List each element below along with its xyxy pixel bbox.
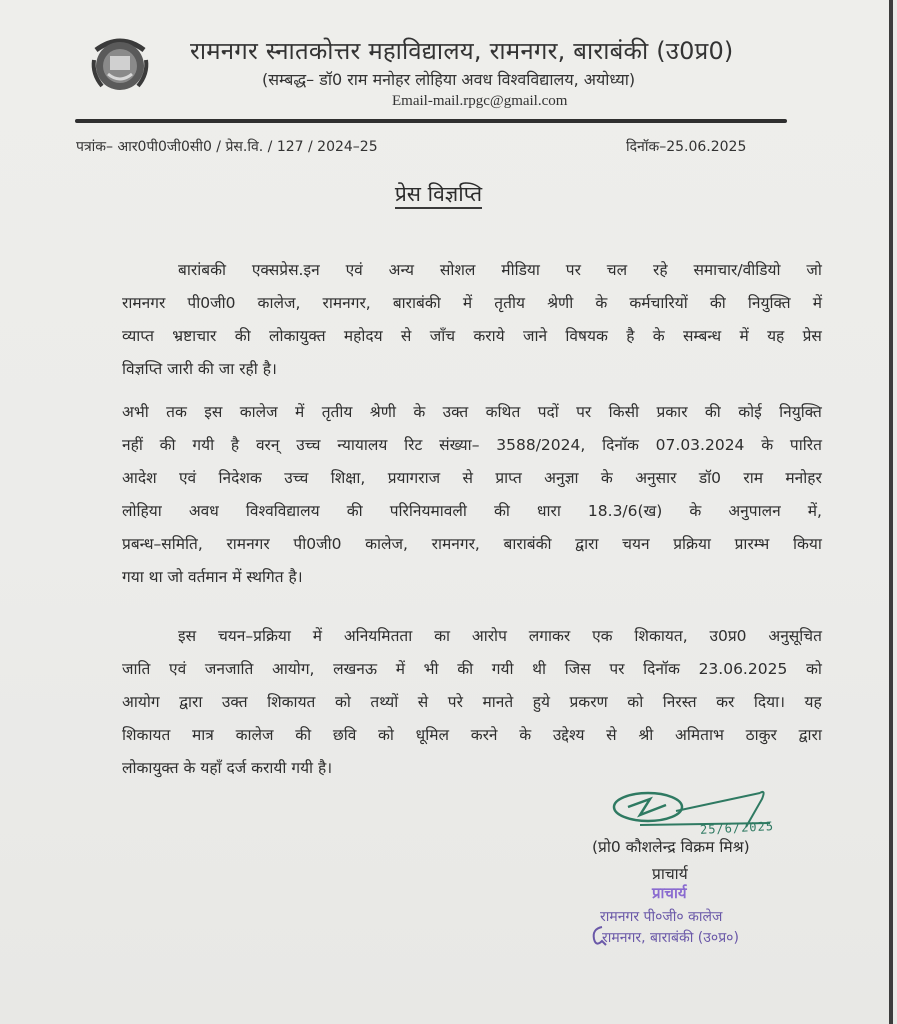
paragraph-line xyxy=(122,353,822,386)
word: यह xyxy=(767,327,785,345)
word: आयोग xyxy=(122,693,160,711)
word: कर्मचारियों xyxy=(629,294,688,312)
word: से xyxy=(606,726,617,744)
word: कालेज, xyxy=(365,535,408,553)
signature-date: 25/6/2025 xyxy=(699,819,775,837)
word: अनुपालन xyxy=(728,502,781,520)
word: लोकायुक्त के यहॉं दर्ज करायी गयी है। xyxy=(122,759,333,777)
word: गयी xyxy=(491,660,514,678)
word: अन्य xyxy=(388,261,415,279)
word: बाराबंकी xyxy=(503,535,552,553)
word: किसी xyxy=(608,403,640,421)
paragraph-line xyxy=(122,254,822,287)
word: जनजाति xyxy=(204,660,254,678)
word: को xyxy=(378,726,394,744)
word: है xyxy=(626,327,635,345)
word: शिकायत xyxy=(267,693,316,711)
word: धारा xyxy=(536,502,561,520)
word: मनोहर xyxy=(785,469,822,487)
word: विश्वविद्यालय xyxy=(245,502,320,520)
word: परे xyxy=(447,693,463,711)
word: के xyxy=(761,436,774,454)
word: रामनगर xyxy=(122,294,166,312)
word: कथित xyxy=(485,403,521,421)
paragraph-line xyxy=(122,528,822,561)
word: शिकायत xyxy=(122,726,171,744)
word: प्राप्त xyxy=(495,469,522,487)
word: प्रेस xyxy=(802,327,822,345)
word: से xyxy=(417,693,429,711)
word: मात्र xyxy=(192,726,214,744)
word: को xyxy=(805,660,822,678)
word: चयन–प्रक्रिया xyxy=(217,627,291,645)
word: न्यायालय xyxy=(337,436,388,454)
word: पर xyxy=(576,403,592,421)
word: की xyxy=(704,403,721,421)
word: तथ्यों xyxy=(370,693,399,711)
word: दिया। xyxy=(753,693,786,711)
word: नियुक्ति xyxy=(747,294,791,312)
paragraph-line xyxy=(122,653,822,686)
word: गयी xyxy=(192,436,215,454)
word: कर xyxy=(716,693,735,711)
word: पदों xyxy=(537,403,559,421)
stamp-line-2: रामनगर, बाराबंकी (उ०प्र०) xyxy=(602,930,739,946)
word: के xyxy=(652,327,665,345)
word: जिस xyxy=(564,660,591,678)
word: राम xyxy=(743,469,763,487)
word: पारित xyxy=(789,436,822,454)
word: एवं xyxy=(178,469,197,487)
word: तृतीय xyxy=(321,403,353,421)
word: शिक्षा, xyxy=(330,469,366,487)
paragraph-line xyxy=(122,620,822,653)
paragraph-line xyxy=(122,287,822,320)
paper-edge xyxy=(889,0,893,1024)
word: हुये xyxy=(532,693,550,711)
paragraph-1 xyxy=(122,254,822,386)
word: प्रयागराज xyxy=(387,469,441,487)
word: द्वारा xyxy=(798,726,822,744)
word: प्रारम्भ xyxy=(734,535,770,553)
word: किया xyxy=(793,535,822,553)
paragraph-2 xyxy=(122,396,822,594)
word: निरस्त xyxy=(662,693,697,711)
word: लोहिया xyxy=(122,502,162,520)
word: गया था जो वर्तमान में स्थगित है। xyxy=(122,568,303,586)
word: निदेशक xyxy=(218,469,262,487)
paragraph-line xyxy=(122,495,822,528)
word: अनुसार xyxy=(635,469,677,487)
word: में xyxy=(295,403,305,421)
word: लगाकर xyxy=(528,627,571,645)
word: सम्बन्ध xyxy=(682,327,722,345)
word: की xyxy=(493,502,510,520)
word: से xyxy=(400,327,412,345)
word: प्रबन्ध–समिति, xyxy=(122,535,203,553)
word: एवं xyxy=(345,261,363,279)
word: कोई xyxy=(738,403,762,421)
word: सोशल xyxy=(439,261,476,279)
word: विषयक xyxy=(565,327,608,345)
word: उक्त xyxy=(221,693,248,711)
signatory-designation: प्राचार्य xyxy=(652,865,688,883)
word: द्वारा xyxy=(179,693,203,711)
letter-date: दिनॉक–25.06.2025 xyxy=(626,139,747,155)
word: रामनगर, xyxy=(431,535,480,553)
word: लोकायुक्त xyxy=(268,327,326,345)
word: डॉ0 xyxy=(698,469,721,487)
word: की xyxy=(709,294,726,312)
word: श्रेणी xyxy=(369,403,396,421)
word: में xyxy=(462,294,473,312)
header-divider xyxy=(75,119,787,123)
word: में xyxy=(812,294,822,312)
word: उक्त xyxy=(442,403,469,421)
word: चल xyxy=(606,261,628,279)
word: धूमिल xyxy=(415,726,449,744)
word: श्रेणी xyxy=(547,294,574,312)
word: बाराबंकी xyxy=(392,294,441,312)
word: 3588/2024, xyxy=(496,436,586,454)
word: बारांबकी xyxy=(178,261,226,279)
word: यह xyxy=(804,693,822,711)
signature-block xyxy=(590,785,820,965)
word: आयोग, xyxy=(271,660,315,678)
word: जो xyxy=(806,261,822,279)
stamp-title: प्राचार्य xyxy=(652,884,687,902)
word: की xyxy=(295,726,312,744)
word: अनुसूचित xyxy=(768,627,822,645)
word: रामनगर, xyxy=(322,294,371,312)
word: मानते xyxy=(482,693,514,711)
word: करने xyxy=(470,726,498,744)
word: पी0जी0 xyxy=(293,535,342,553)
paragraph-line xyxy=(122,752,822,785)
word: दिनॉक xyxy=(643,660,680,678)
word: दिनॉक xyxy=(602,436,639,454)
word: की xyxy=(159,436,176,454)
word: के xyxy=(600,469,613,487)
word: कालेज, xyxy=(257,294,301,312)
word: के xyxy=(413,403,426,421)
word: की xyxy=(457,660,474,678)
word: द्वारा xyxy=(575,535,599,553)
word: अमिताभ xyxy=(675,726,724,744)
word: में, xyxy=(807,502,822,520)
word: 18.3/6(ख) xyxy=(587,502,663,520)
word: का xyxy=(434,627,451,645)
paragraph-line xyxy=(122,561,822,594)
paragraph-line xyxy=(122,719,822,752)
word: वरन् xyxy=(255,436,280,454)
word: शिकायत, xyxy=(634,627,688,645)
paragraph-line xyxy=(122,320,822,353)
word: कराये xyxy=(473,327,505,345)
word: तृतीय xyxy=(494,294,525,312)
word: थी xyxy=(532,660,547,678)
word: नियुक्ति xyxy=(779,403,822,421)
word: अभी xyxy=(122,403,149,421)
word: पी0जी0 xyxy=(187,294,236,312)
word: कालेज xyxy=(239,403,278,421)
word: तक xyxy=(166,403,187,421)
word: व्याप्त xyxy=(122,327,154,345)
reference-number: पत्रांक– आर0पी0जी0सी0 / प्रेस.वि. / 127 / 2024–25 xyxy=(76,139,378,155)
word: परिनियमावली xyxy=(389,502,467,520)
word: चयन xyxy=(622,535,650,553)
word: कालेज xyxy=(235,726,274,744)
word: मीडिया xyxy=(501,261,540,279)
word: में xyxy=(739,327,749,345)
word: उच्च xyxy=(284,469,309,487)
word: आदेश xyxy=(122,469,157,487)
word: उ0प्र0 xyxy=(709,627,747,645)
word: श्री xyxy=(638,726,654,744)
word: प्रकार xyxy=(656,403,688,421)
word: के xyxy=(519,726,532,744)
word: नहीं xyxy=(122,436,143,454)
paragraph-line xyxy=(122,686,822,719)
word: पर xyxy=(609,660,625,678)
word: के xyxy=(689,502,702,520)
word: जॉंच xyxy=(429,327,456,345)
word: उच्च xyxy=(296,436,321,454)
document-title: प्रेस विज्ञप्ति xyxy=(395,182,482,209)
word: भ्रष्टाचार xyxy=(172,327,217,345)
word: अनियमितता xyxy=(343,627,413,645)
affiliation-line: (सम्बद्ध– डॉ0 राम मनोहर लोहिया अवध विश्वविद्यालय, अयोध्या) xyxy=(262,70,636,89)
word: में xyxy=(312,627,322,645)
word: 07.03.2024 xyxy=(655,436,745,454)
word: है xyxy=(230,436,240,454)
word: भी xyxy=(423,660,439,678)
word: प्रकरण xyxy=(569,693,608,711)
word: में xyxy=(395,660,405,678)
word: के xyxy=(595,294,608,312)
word: इस xyxy=(204,403,223,421)
word: लखनऊ xyxy=(333,660,378,678)
word: एवं xyxy=(169,660,187,678)
word: अवध xyxy=(188,502,219,520)
word: आरोप xyxy=(471,627,507,645)
word: विज्ञप्ति जारी की जा रही है। xyxy=(122,360,277,378)
stamp-line-1: रामनगर पी०जी० कालेज xyxy=(600,909,723,925)
word: महोदय xyxy=(343,327,383,345)
word: 23.06.2025 xyxy=(698,660,788,678)
word: रामनगर xyxy=(226,535,270,553)
word: जाने xyxy=(522,327,548,345)
word: समाचार/वीडियो xyxy=(693,261,781,279)
word: उद्देश्य xyxy=(552,726,585,744)
word: रिट xyxy=(404,436,423,454)
document-title-wrap xyxy=(0,180,897,208)
word: छवि xyxy=(332,726,357,744)
college-emblem-icon xyxy=(88,30,152,96)
word: ठाकुर xyxy=(745,726,777,744)
paragraph-3 xyxy=(122,620,822,785)
word: रहे xyxy=(653,261,668,279)
word: एक xyxy=(592,627,613,645)
word: की xyxy=(346,502,363,520)
paragraph-line xyxy=(122,396,822,429)
signatory-name: (प्रो0 कौशलेन्द्र विक्रम मिश्र) xyxy=(592,838,750,856)
institution-name: रामनगर स्नातकोत्तर महाविद्यालय, रामनगर, बाराबंकी (उ0प्र0) xyxy=(190,37,734,65)
paragraph-line xyxy=(122,429,822,462)
word: पर xyxy=(565,261,581,279)
word: अनुज्ञा xyxy=(544,469,579,487)
word: की xyxy=(234,327,251,345)
word: संख्या– xyxy=(439,436,480,454)
word: को xyxy=(334,693,351,711)
word: जाति xyxy=(122,660,151,678)
word: एक्सप्रेस.इन xyxy=(251,261,320,279)
paragraph-line xyxy=(122,462,822,495)
word: से xyxy=(462,469,473,487)
email-address: Email-mail.rpgc@gmail.com xyxy=(392,93,568,109)
word: प्रक्रिया xyxy=(673,535,711,553)
word: इस xyxy=(178,627,197,645)
word: को xyxy=(627,693,644,711)
